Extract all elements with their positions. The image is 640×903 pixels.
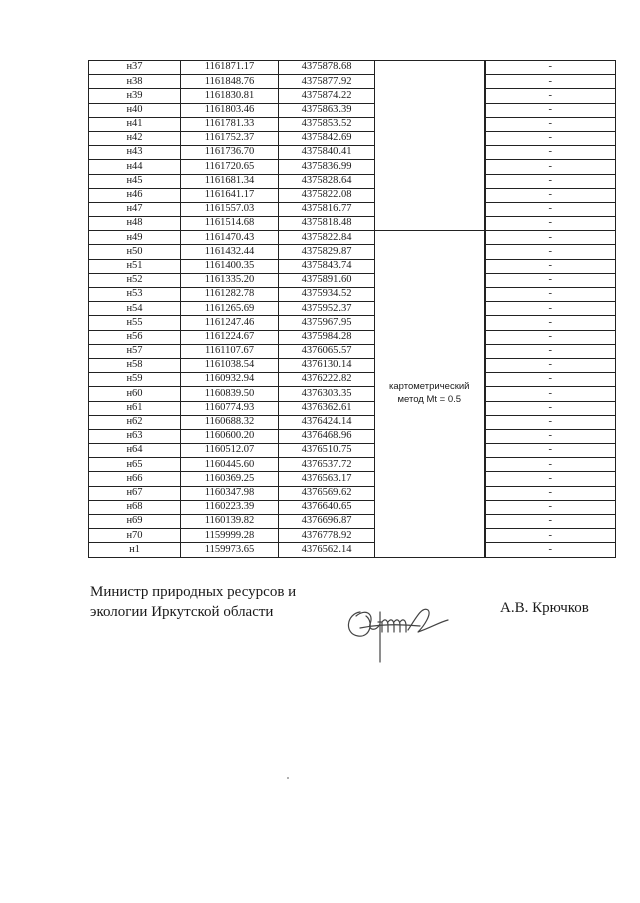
cell-point-name: н58 (89, 358, 181, 372)
cell-y: 4376065.57 (279, 344, 375, 358)
cell-y: 4376537.72 (279, 458, 375, 472)
cell-x: 1161830.81 (181, 89, 279, 103)
cell-y: 4375829.87 (279, 245, 375, 259)
table-row (89, 401, 616, 415)
cell-y: 4375934.52 (279, 288, 375, 302)
cell-x: 1160774.93 (181, 401, 279, 415)
table-row (89, 330, 616, 344)
cell-point-name: н51 (89, 259, 181, 273)
cell-y: 4375816.77 (279, 202, 375, 216)
table-row (89, 75, 616, 89)
cell-point-name: н41 (89, 117, 181, 131)
cell-point-name: н68 (89, 500, 181, 514)
cell-point-name: н61 (89, 401, 181, 415)
cell-x: 1161720.65 (181, 160, 279, 174)
cell-note: - (485, 330, 616, 344)
cell-y: 4376303.35 (279, 387, 375, 401)
cell-point-name: н62 (89, 415, 181, 429)
cell-y: 4375828.64 (279, 174, 375, 188)
cell-point-name: н55 (89, 316, 181, 330)
cell-point-name: н54 (89, 302, 181, 316)
cell-y: 4376778.92 (279, 529, 375, 543)
table-row (89, 529, 616, 543)
table-row (89, 500, 616, 514)
cell-note: - (485, 373, 616, 387)
cell-point-name: н39 (89, 89, 181, 103)
cell-y: 4375840.41 (279, 146, 375, 160)
table-row (89, 202, 616, 216)
scan-speck (287, 777, 289, 779)
cell-point-name: н64 (89, 444, 181, 458)
cell-point-name: н38 (89, 75, 181, 89)
cell-y: 4375877.92 (279, 75, 375, 89)
cell-y: 4376468.96 (279, 429, 375, 443)
cell-point-name: н37 (89, 61, 181, 75)
table-row (89, 486, 616, 500)
table-row (89, 61, 616, 75)
cell-x: 1159999.28 (181, 529, 279, 543)
cell-note: - (485, 429, 616, 443)
cell-note: - (485, 202, 616, 216)
signature-image (340, 592, 455, 664)
cell-note: - (485, 174, 616, 188)
cell-x: 1161781.33 (181, 117, 279, 131)
cell-y: 4375836.99 (279, 160, 375, 174)
cell-note: - (485, 231, 616, 245)
signer-name: А.В. Крючков (500, 600, 589, 616)
cell-x: 1161247.46 (181, 316, 279, 330)
cell-y: 4375842.69 (279, 131, 375, 145)
table-row (89, 288, 616, 302)
table-row (89, 344, 616, 358)
table-row (89, 458, 616, 472)
cell-note: - (485, 458, 616, 472)
cell-x: 1161335.20 (181, 273, 279, 287)
cell-y: 4376563.17 (279, 472, 375, 486)
cell-y: 4375984.28 (279, 330, 375, 344)
cell-y: 4376562.14 (279, 543, 375, 557)
table-row (89, 415, 616, 429)
coordinates-table-body (89, 61, 616, 558)
table-row (89, 316, 616, 330)
table-row (89, 131, 616, 145)
cell-x: 1161557.03 (181, 202, 279, 216)
cell-note: - (485, 302, 616, 316)
cell-x: 1161848.76 (181, 75, 279, 89)
table-row (89, 358, 616, 372)
cell-x: 1161224.67 (181, 330, 279, 344)
table-row (89, 472, 616, 486)
cell-point-name: н56 (89, 330, 181, 344)
cell-y: 4375874.22 (279, 89, 375, 103)
table-row (89, 259, 616, 273)
cell-x: 1161752.37 (181, 131, 279, 145)
cell-x: 1161470.43 (181, 231, 279, 245)
cell-note: - (485, 160, 616, 174)
cell-note: - (485, 515, 616, 529)
table-row (89, 302, 616, 316)
cell-x: 1160932.94 (181, 373, 279, 387)
cell-y: 4375822.08 (279, 188, 375, 202)
cell-x: 1161736.70 (181, 146, 279, 160)
cell-point-name: н43 (89, 146, 181, 160)
cell-point-name: н53 (89, 288, 181, 302)
cell-point-name: н63 (89, 429, 181, 443)
table-row (89, 188, 616, 202)
cell-y: 4375853.52 (279, 117, 375, 131)
signer-position (90, 582, 296, 622)
cell-y: 4375952.37 (279, 302, 375, 316)
cell-point-name: н57 (89, 344, 181, 358)
cell-y: 4375818.48 (279, 217, 375, 231)
cell-point-name: н52 (89, 273, 181, 287)
signer-position-line-1: Министр природных ресурсов и (90, 584, 297, 600)
table-row (89, 273, 616, 287)
cell-point-name: н65 (89, 458, 181, 472)
cell-y: 4376222.82 (279, 373, 375, 387)
cell-y: 4376362.61 (279, 401, 375, 415)
cell-note: - (485, 89, 616, 103)
cell-x: 1160139.82 (181, 515, 279, 529)
cell-note: - (485, 543, 616, 557)
cell-x: 1161432.44 (181, 245, 279, 259)
cell-x: 1160445.60 (181, 458, 279, 472)
table-row (89, 103, 616, 117)
cell-note: - (485, 358, 616, 372)
cell-y: 4376696.87 (279, 515, 375, 529)
cell-method: картометрический метод Mt = 0.5 (375, 231, 485, 557)
cell-note: - (485, 415, 616, 429)
cell-point-name: н66 (89, 472, 181, 486)
cell-point-name: н50 (89, 245, 181, 259)
cell-point-name: н59 (89, 373, 181, 387)
cell-point-name: н60 (89, 387, 181, 401)
cell-note: - (485, 245, 616, 259)
cell-y: 4375967.95 (279, 316, 375, 330)
cell-y: 4375843.74 (279, 259, 375, 273)
table-row (89, 515, 616, 529)
cell-x: 1161400.35 (181, 259, 279, 273)
cell-point-name: н42 (89, 131, 181, 145)
cell-y: 4375891.60 (279, 273, 375, 287)
cell-point-name: н69 (89, 515, 181, 529)
signer-position-line-2: экологии Иркутской области (90, 604, 274, 620)
cell-y: 4375878.68 (279, 61, 375, 75)
cell-note: - (485, 344, 616, 358)
cell-note: - (485, 61, 616, 75)
table-row (89, 387, 616, 401)
cell-point-name: н67 (89, 486, 181, 500)
cell-x: 1160688.32 (181, 415, 279, 429)
cell-x: 1160839.50 (181, 387, 279, 401)
cell-note: - (485, 103, 616, 117)
cell-x: 1161641.17 (181, 188, 279, 202)
cell-point-name: н70 (89, 529, 181, 543)
cell-note: - (485, 472, 616, 486)
cell-y: 4376130.14 (279, 358, 375, 372)
cell-note: - (485, 131, 616, 145)
cell-note: - (485, 146, 616, 160)
table-row (89, 429, 616, 443)
cell-y: 4376510.75 (279, 444, 375, 458)
table-row (89, 444, 616, 458)
cell-note: - (485, 529, 616, 543)
cell-point-name: н44 (89, 160, 181, 174)
cell-x: 1160369.25 (181, 472, 279, 486)
table-row (89, 217, 616, 231)
cell-note: - (485, 288, 616, 302)
cell-note: - (485, 188, 616, 202)
cell-x: 1160512.07 (181, 444, 279, 458)
cell-note: - (485, 259, 616, 273)
cell-x: 1161107.67 (181, 344, 279, 358)
table-row (89, 117, 616, 131)
cell-note: - (485, 316, 616, 330)
cell-method-upper (375, 61, 485, 231)
table-row (89, 146, 616, 160)
cell-x: 1160347.98 (181, 486, 279, 500)
cell-note: - (485, 486, 616, 500)
table-row (89, 160, 616, 174)
table-row (89, 245, 616, 259)
cell-x: 1161038.54 (181, 358, 279, 372)
cell-x: 1160223.39 (181, 500, 279, 514)
cell-x: 1161803.46 (181, 103, 279, 117)
cell-y: 4375822.84 (279, 231, 375, 245)
cell-note: - (485, 500, 616, 514)
table-row (89, 543, 616, 557)
cell-x: 1161265.69 (181, 302, 279, 316)
cell-y: 4375863.39 (279, 103, 375, 117)
cell-note: - (485, 117, 616, 131)
cell-y: 4376640.65 (279, 500, 375, 514)
cell-x: 1161282.78 (181, 288, 279, 302)
cell-point-name: н46 (89, 188, 181, 202)
cell-point-name: н40 (89, 103, 181, 117)
table-row (89, 174, 616, 188)
cell-point-name: н45 (89, 174, 181, 188)
coordinates-table (88, 60, 616, 558)
cell-point-name: н1 (89, 543, 181, 557)
cell-note: - (485, 75, 616, 89)
table-row (89, 231, 616, 245)
cell-x: 1159973.65 (181, 543, 279, 557)
cell-y: 4376424.14 (279, 415, 375, 429)
cell-note: - (485, 273, 616, 287)
cell-x: 1161514.68 (181, 217, 279, 231)
cell-note: - (485, 401, 616, 415)
cell-point-name: н47 (89, 202, 181, 216)
cell-x: 1161871.17 (181, 61, 279, 75)
cell-point-name: н49 (89, 231, 181, 245)
cell-point-name: н48 (89, 217, 181, 231)
cell-note: - (485, 217, 616, 231)
table-row (89, 89, 616, 103)
table-row (89, 373, 616, 387)
cell-x: 1160600.20 (181, 429, 279, 443)
cell-y: 4376569.62 (279, 486, 375, 500)
cell-note: - (485, 387, 616, 401)
cell-x: 1161681.34 (181, 174, 279, 188)
cell-note: - (485, 444, 616, 458)
